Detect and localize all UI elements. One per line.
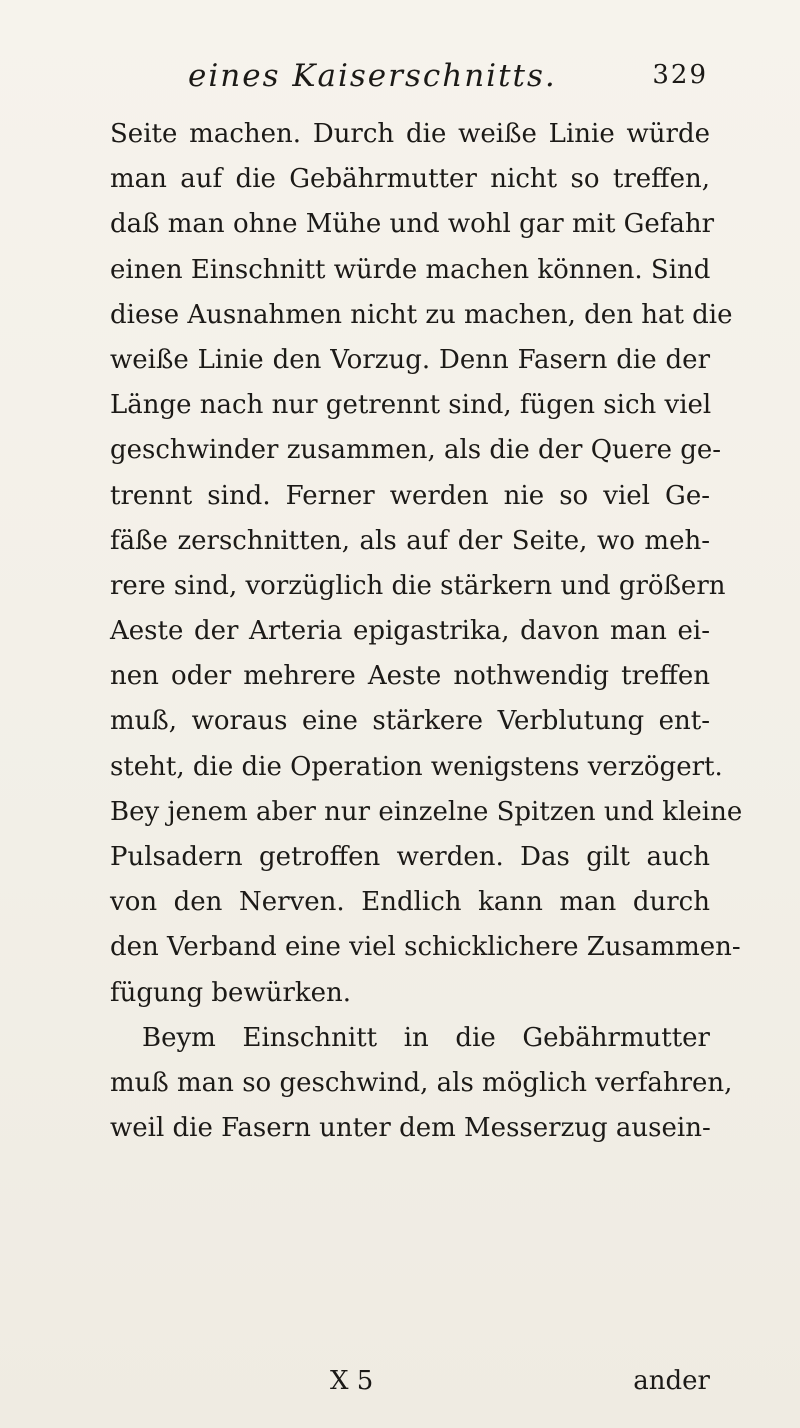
text-line: trennt sind. Ferner werden nie so viel Ge-	[110, 480, 710, 511]
text-line: rere sind, vorzüglich die stärkern und größern	[110, 570, 726, 601]
text-line: fügung bewürken.	[110, 977, 352, 1008]
text-line: fäße zerschnitten, als auf der Seite, wo meh-	[110, 525, 710, 556]
text-line: Aeste der Arteria epigastrika, davon man ei-	[110, 616, 710, 647]
text-line: Bey jenem aber nur einzelne Spitzen und kleine	[110, 796, 743, 827]
text-line: den Verband eine viel schicklichere Zusammen-	[110, 932, 741, 963]
text-line: daß man ohne Mühe und wohl gar mit Gefahr	[110, 209, 715, 240]
page-header	[188, 58, 708, 108]
body-text	[110, 112, 743, 1151]
text-line: Beym Einschnitt in die Gebährmutter	[142, 1022, 710, 1053]
text-line: geschwinder zusammen, als die der Quere ge-	[110, 435, 722, 466]
page-number: 329	[652, 60, 708, 90]
text-line: einen Einschnitt würde machen können. Sind	[110, 254, 711, 285]
text-line: weiße Linie den Vorzug. Denn Fasern die der	[110, 344, 710, 375]
paragraph-1	[110, 112, 743, 1016]
text-line: Seite machen. Durch die weiße Linie würde	[110, 119, 710, 149]
text-line: Länge nach nur getrennt sind, fügen sich viel	[110, 390, 712, 421]
text-line: weil die Fasern unter dem Messerzug ausein-	[110, 1113, 711, 1144]
text-line: von den Nerven. Endlich kann man durch	[110, 887, 710, 918]
text-line: Pulsadern getroffen werden. Das gilt auch	[110, 842, 710, 872]
text-line: muß, woraus eine stärkere Verblutung ent-	[110, 706, 710, 737]
text-line: steht, die die Operation wenigstens verzögert.	[110, 751, 723, 782]
text-line: man auf die Gebährmutter nicht so treffen,	[110, 164, 710, 195]
running-title: eines Kaiserschnitts.	[188, 58, 557, 94]
paragraph-2	[110, 1016, 733, 1152]
signature-mark: X 5	[330, 1366, 374, 1396]
text-line: muß man so geschwind, als möglich verfahren,	[110, 1067, 733, 1098]
text-line: diese Ausnahmen nicht zu machen, den hat die	[110, 299, 733, 330]
text-line: nen oder mehrere Aeste nothwendig treffen	[110, 661, 710, 692]
catchword: ander	[633, 1366, 710, 1396]
page-footer	[110, 1366, 710, 1410]
